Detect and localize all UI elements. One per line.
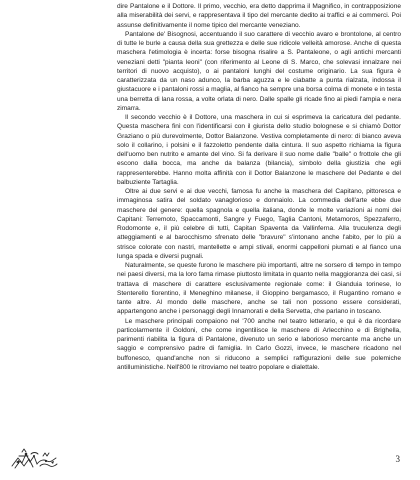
page-number: 3 [395, 454, 400, 464]
paragraph-1: dire Pantalone e il Dottore. Il primo, vecchio, era detto dapprima il Magnifico, in contrapposizione alla miserabilità dei servi, e rappresentava il tipo del mercante dedito ai traffici e ai commerci. Poi assunse definitivamente il nome tipico del mercante veneziano. [117, 3, 401, 29]
paragraph-6: Le maschere principali compaiono nel '700 anche nel teatro letterario, e qui è da ricordare particolarmente il Goldoni, che come ingentilisce le maschere di Arlecchino e di Brighella, parimenti riabilita la figura di Pantalone, divenuto un serio e laborioso mercante ma anche un saggio e comprensivo padre di famiglia. In Carlo Gozzi, invece, le maschere ricadono nel buffonesco, quand'anche non si riducono a semplici raffigurazioni delle sue polemiche antilluministiche. Nell'800 le ritroviamo nel teatro popolare e dialettale. [117, 317, 401, 371]
harlequin-sketch-icon [10, 448, 60, 470]
paragraph-5: Naturalmente, se queste furono le maschere più importanti, altre ne sorsero di tempo in tempo nei paesi diversi, ma la loro fama rimase piuttosto limitata in quanto nella maggioranza dei casi, si trattava di maschere di carattere esclusivamente regionale come: il Gianduia torinese, lo Stenterello fiorentino, il Meneghino milanese, il Gioppino bergamasco, il Rugantino romano e tante altre. Al mondo delle maschere, anche se tali non possono essere considerati, appartengono anche i personaggi degli Innamorati e della Servetta, che parlano in toscano. [117, 262, 401, 316]
paragraph-4: Oltre ai due servi e ai due vecchi, famosa fu anche la maschera del Capitano, pittoresca e immaginosa satira del soldato vanaglorioso e donnaiolo. La commedia dell'arte ebbe due maschere del genere: quella spagnola e quella italiana, donde le molte variazioni ai nomi dei Capitani: Terremoto, Spaccamonti, Sangre y Fuego, Taglia Cantoni, Metamoros, Spezzaferro, Rodomonte e, il più celebre di tutti, Capitan Spaventa da Vallinferna. Alla truculenza degli atteggiamenti e al barocchismo sfrenato delle "bravure" s'intonano anche l'abito, per lo più a strisce colorate con nastri, mantellette e ampi stivali, enormi cappelloni piumati e al fianco una lunga spada e diversi pugnali. [117, 188, 401, 260]
paragraph-2: Pantalone de' Bisognosi, accentuando il suo carattere di vecchio avaro e brontolone, al centro di tutte le burle a causa della sua grettezza e delle sue ridicole velleità amorose. Anche di questa maschera l'etimologia è incerta: forse bisogna risalire a S. Pantaleone, o agli antichi mercanti veneziani detti "pianta leoni" (con riferimento al Leone di S. Marco, che solevasi innalzare nei territori di nuovo acquisto), o ai pantaloni lunghi del costume originario. La sua figura è caratterizzata da un naso adunco, la barba aguzza e le ciabatte a punta rialzata, indossa il giustacuore e i pantaloni rossi a maglia, al fianco ha sempre una borsa colma di monete e in testa una berretta di lana rossa, a volte orlata di nero. Dalle spalle gli ricade fino ai piedi l'ampia e nera zimarra. [117, 30, 401, 112]
paragraph-3: Il secondo vecchio è il Dottore, una maschera in cui si esprimeva la caricatura del pedante. Questa maschera finì con l'identificarsi con il giurista dello studio bolognese e si chiamò Dottor Graziano o più durevolmente, Dottor Balanzone. Vestiva completamente di nero: di bianco aveva solo il collarino, i polsini e il fazzoletto pendente dalla cintura. Il suo aspetto richiama la figura dell'uomo ben nutrito e amante del vino. Si fa derivare il suo nome dalle "balle" o frottole che gli escono dalla bocca, ma anche da balanza (bilancia), simbolo della giustizia che egli rappresenterebbe. Hanno molta affinità con il Dottor Balanzone le maschere del Pedante e del balbuziente Tartaglia. [117, 114, 401, 186]
body-text [117, 2, 401, 372]
